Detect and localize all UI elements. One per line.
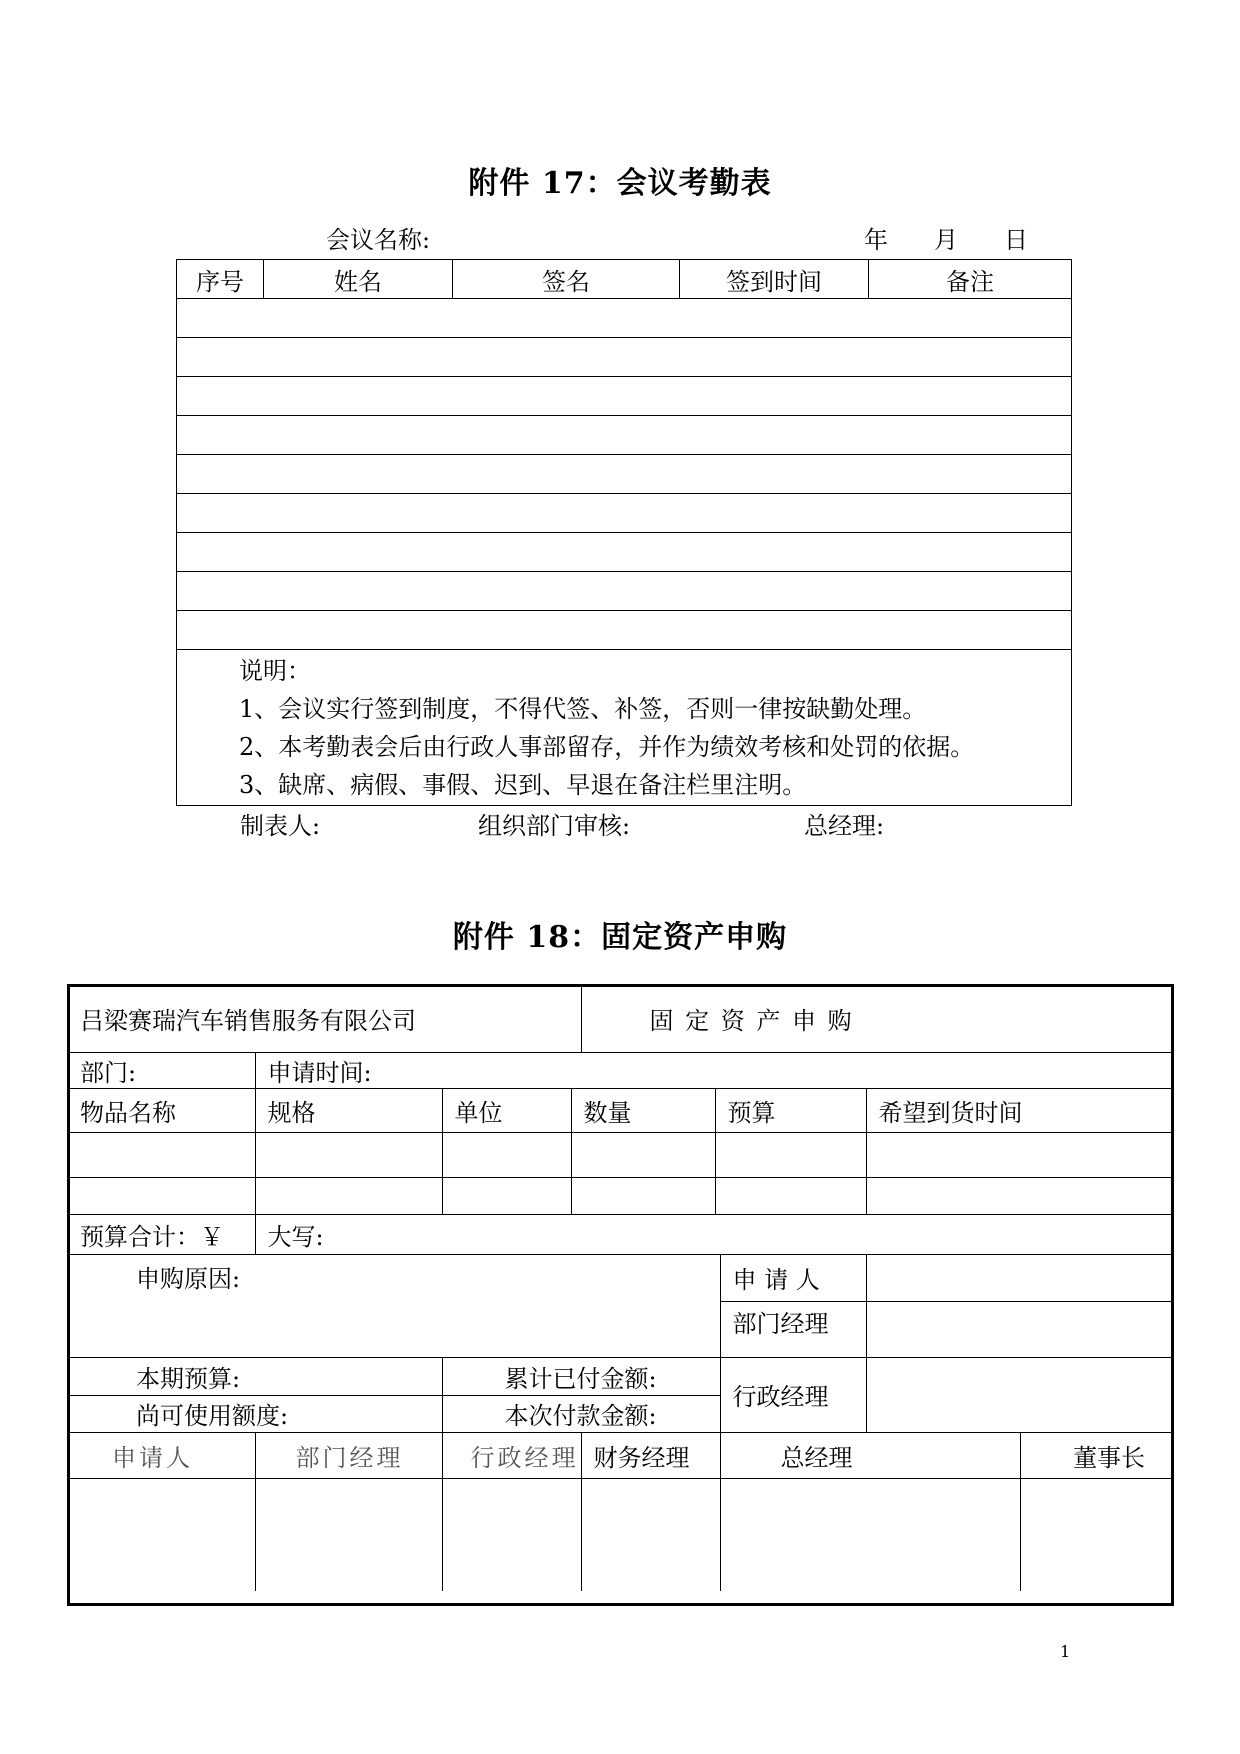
item-cell[interactable] xyxy=(68,1132,255,1177)
notes-row xyxy=(177,650,1072,806)
table-row xyxy=(177,494,1072,533)
col-header-budget: 预算 xyxy=(715,1088,866,1132)
cumulative-paid-label[interactable]: 累计已付金额: xyxy=(442,1357,720,1395)
signature-cell[interactable] xyxy=(1020,1478,1173,1591)
table-row xyxy=(68,1132,1173,1177)
remaining-label[interactable]: 尚可使用额度: xyxy=(68,1395,442,1432)
signature-cell[interactable] xyxy=(255,1478,442,1591)
preparer-label: 制表人: xyxy=(240,812,321,840)
applicant-label: 申 请 人 xyxy=(720,1254,866,1301)
table-row xyxy=(68,1177,1173,1214)
current-budget-label[interactable]: 本期预算: xyxy=(68,1357,442,1395)
attendance-header-row xyxy=(177,260,1072,299)
col-header-remarks: 备注 xyxy=(869,260,1072,299)
signature-cell[interactable] xyxy=(720,1478,1020,1591)
col-header-checkin-time: 签到时间 xyxy=(680,260,869,299)
table-row xyxy=(177,572,1072,611)
table-row xyxy=(177,533,1072,572)
blank-row-cell[interactable] xyxy=(177,416,1072,455)
date-day: 日 xyxy=(1004,226,1028,254)
table-row xyxy=(177,377,1072,416)
budget-total-row xyxy=(68,1214,1173,1254)
item-cell[interactable] xyxy=(866,1132,1173,1177)
blank-row-cell[interactable] xyxy=(177,572,1072,611)
table-row xyxy=(177,416,1072,455)
approval-admin-manager: 行政经理 xyxy=(442,1432,581,1478)
apply-time-label[interactable]: 申请时间: xyxy=(255,1052,1173,1088)
uppercase-amount-label[interactable]: 大写: xyxy=(255,1214,1173,1254)
date-month: 月 xyxy=(934,226,958,254)
table-row xyxy=(177,455,1072,494)
blank-row-cell[interactable] xyxy=(177,455,1072,494)
blank-row-cell[interactable] xyxy=(177,611,1072,650)
item-cell[interactable] xyxy=(68,1177,255,1214)
blank-row-cell[interactable] xyxy=(177,533,1072,572)
form18-title: 附件 18：固定资产申购 xyxy=(452,920,788,955)
item-cell[interactable] xyxy=(715,1177,866,1214)
note-item: 3、缺席、病假、事假、迟到、早退在备注栏里注明。 xyxy=(239,771,807,799)
page-number: 1 xyxy=(1060,1642,1071,1661)
item-cell[interactable] xyxy=(442,1177,571,1214)
admin-manager-label: 行政经理 xyxy=(720,1357,866,1432)
blank-row-cell[interactable] xyxy=(177,377,1072,416)
item-header-row xyxy=(68,1088,1173,1132)
reason-label[interactable]: 申购原因: xyxy=(68,1254,720,1357)
col-header-item-name: 物品名称 xyxy=(68,1088,255,1132)
form17-title: 附件 17：会议考勤表 xyxy=(468,166,772,201)
budget-total-label[interactable]: 预算合计：￥ xyxy=(68,1214,255,1254)
col-header-unit: 单位 xyxy=(442,1088,571,1132)
dept-manager-label: 部门经理 xyxy=(720,1301,866,1357)
table-row xyxy=(177,299,1072,338)
approval-applicant: 申请人 xyxy=(68,1432,255,1478)
department-row xyxy=(68,1052,1173,1088)
item-cell[interactable] xyxy=(255,1177,442,1214)
col-header-quantity: 数量 xyxy=(571,1088,715,1132)
dept-manager-value[interactable] xyxy=(866,1301,1173,1357)
purchase-form-table xyxy=(68,985,1173,1591)
item-cell[interactable] xyxy=(715,1132,866,1177)
reason-row xyxy=(68,1254,1173,1301)
approval-dept-manager: 部门经理 xyxy=(255,1432,442,1478)
approval-gm: 总经理 xyxy=(720,1432,1020,1478)
blank-row-cell[interactable] xyxy=(177,299,1072,338)
this-payment-label[interactable]: 本次付款金额: xyxy=(442,1395,720,1432)
budget-summary-row xyxy=(68,1357,1173,1395)
approval-signature-row xyxy=(68,1478,1173,1591)
col-header-spec: 规格 xyxy=(255,1088,442,1132)
item-cell[interactable] xyxy=(571,1132,715,1177)
gm-label: 总经理: xyxy=(804,812,885,840)
table-row xyxy=(177,611,1072,650)
col-header-name: 姓名 xyxy=(264,260,453,299)
notes-cell xyxy=(177,650,1072,806)
date-year: 年 xyxy=(864,226,888,254)
col-header-delivery-time: 希望到货时间 xyxy=(866,1088,1173,1132)
note-item: 1、会议实行签到制度，不得代签、补签，否则一律按缺勤处理。 xyxy=(239,695,927,723)
signature-cell[interactable] xyxy=(442,1478,581,1591)
department-label[interactable]: 部门: xyxy=(68,1052,255,1088)
form-name: 固 定 资 产 申 购 xyxy=(581,985,1173,1052)
item-cell[interactable] xyxy=(571,1177,715,1214)
notes-title: 说明： xyxy=(239,657,311,685)
signature-cell[interactable] xyxy=(581,1478,720,1591)
company-name: 吕梁赛瑞汽车销售服务有限公司 xyxy=(68,985,581,1052)
note-item: 2、本考勤表会后由行政人事部留存，并作为绩效考核和处罚的依据。 xyxy=(239,733,975,761)
dept-review-label: 组织部门审核: xyxy=(478,812,631,840)
blank-row-cell[interactable] xyxy=(177,338,1072,377)
meeting-name-label: 会议名称: xyxy=(326,226,431,254)
item-cell[interactable] xyxy=(866,1177,1173,1214)
company-row xyxy=(68,985,1173,1052)
signature-cell[interactable] xyxy=(68,1478,255,1591)
table-row xyxy=(177,338,1072,377)
item-cell[interactable] xyxy=(442,1132,571,1177)
col-header-signature: 签名 xyxy=(453,260,680,299)
approval-chairman: 董事长 xyxy=(1020,1432,1173,1478)
item-cell[interactable] xyxy=(255,1132,442,1177)
approval-header-row xyxy=(68,1432,1173,1478)
attendance-table xyxy=(176,259,1072,806)
blank-row-cell[interactable] xyxy=(177,494,1072,533)
applicant-value[interactable] xyxy=(866,1254,1173,1301)
approval-finance-manager: 财务经理 xyxy=(581,1432,720,1478)
col-header-seq: 序号 xyxy=(177,260,264,299)
admin-manager-value[interactable] xyxy=(866,1357,1173,1432)
